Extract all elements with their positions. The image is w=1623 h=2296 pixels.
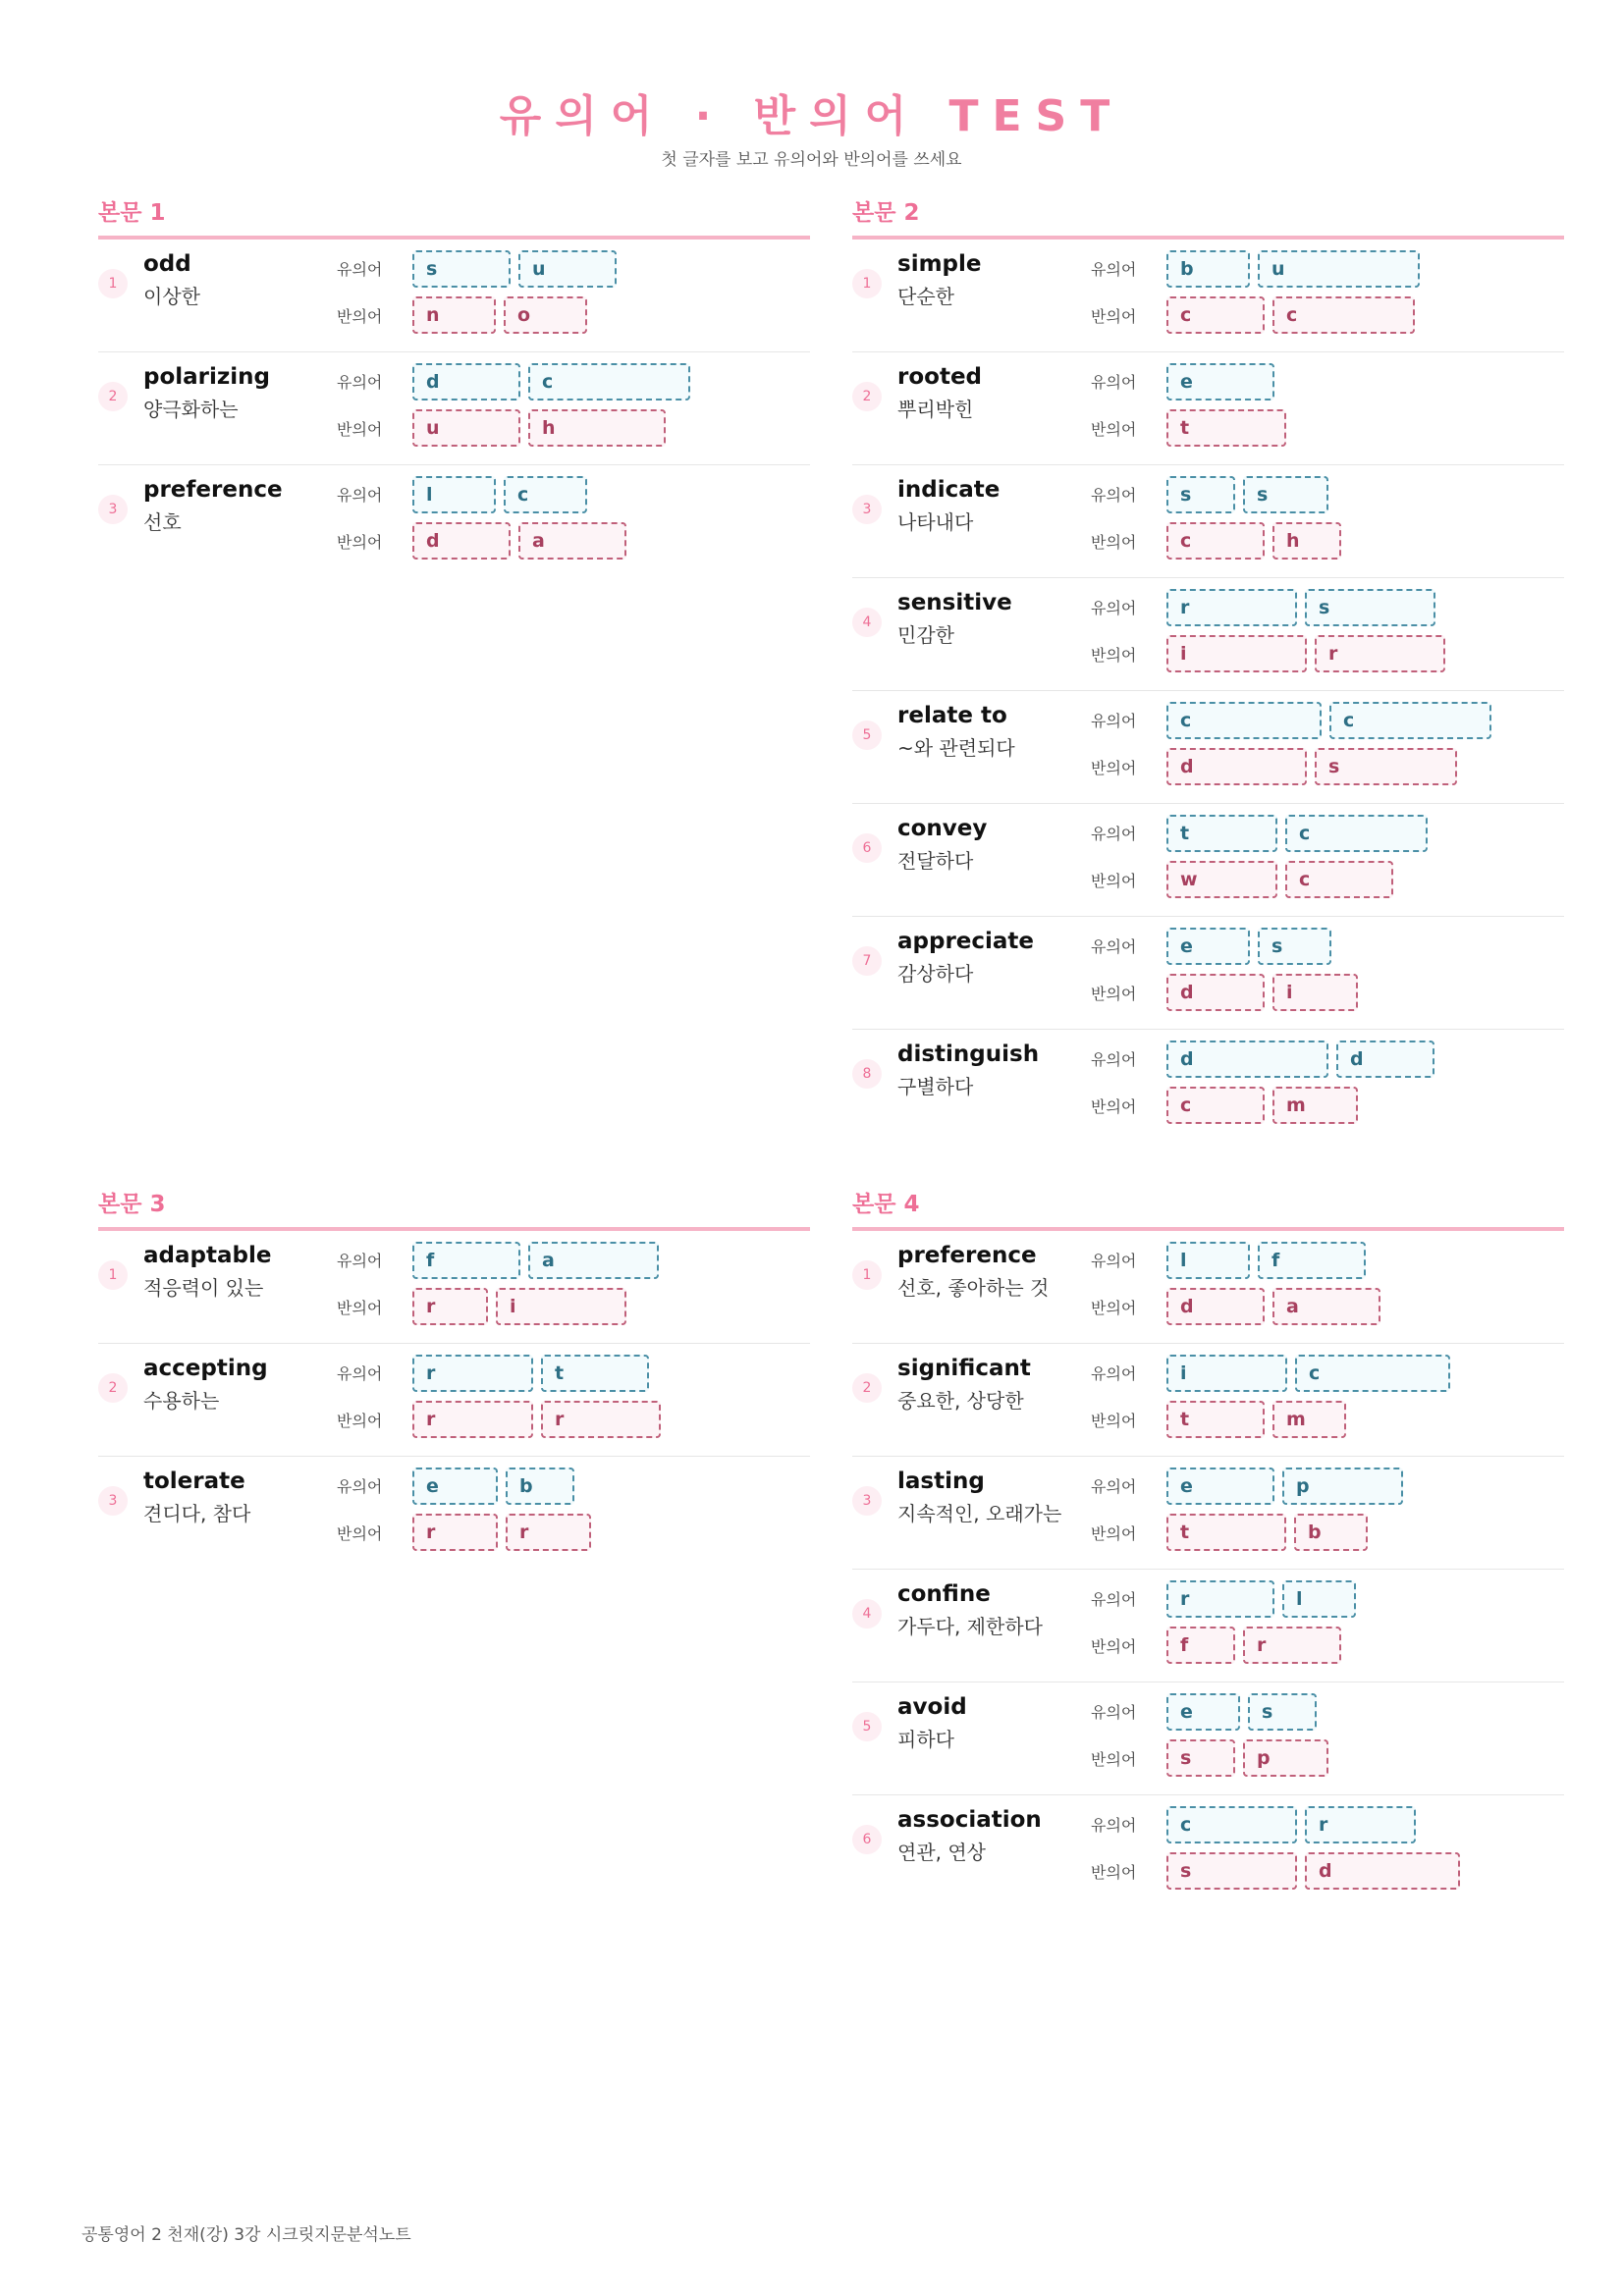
synonym-answer-field[interactable]: c [1166, 702, 1322, 739]
antonym-label: 반의어 [1091, 1524, 1137, 1543]
synonym-answer-field[interactable]: r [1166, 589, 1297, 626]
synonym-answer-field[interactable]: p [1282, 1468, 1403, 1505]
vocab-word: convey [897, 816, 988, 841]
antonym-answer-field[interactable]: h [528, 409, 666, 447]
antonym-answer-field[interactable]: a [518, 522, 626, 560]
vocab-word: rooted [897, 364, 983, 390]
synonym-answer-boxes [1166, 250, 1420, 288]
synonym-answer-boxes [1166, 1041, 1434, 1078]
synonym-answer-field[interactable]: l [412, 476, 496, 513]
vocab-word: confine [897, 1581, 991, 1607]
antonym-answer-field[interactable]: c [1166, 296, 1265, 334]
synonym-answer-field[interactable]: t [541, 1355, 649, 1392]
antonym-answer-boxes [412, 1514, 591, 1551]
antonym-label: 반의어 [1091, 1637, 1137, 1656]
antonym-answer-boxes [1166, 409, 1286, 447]
synonym-answer-boxes [1166, 1355, 1450, 1392]
synonym-answer-field[interactable]: d [412, 363, 520, 400]
antonym-answer-field[interactable]: r [412, 1514, 498, 1551]
antonym-answer-field[interactable]: d [1166, 748, 1307, 785]
vocab-meaning: 적응력이 있는 [143, 1276, 264, 1300]
item-number-badge: 7 [852, 946, 882, 976]
synonym-answer-boxes [1166, 589, 1435, 626]
synonym-answer-field[interactable]: u [1258, 250, 1420, 288]
synonym-answer-field[interactable]: s [1258, 928, 1331, 965]
vocab-meaning: 지속적인, 오래가는 [897, 1502, 1062, 1525]
vocab-row [852, 1457, 1564, 1570]
synonym-answer-field[interactable]: e [412, 1468, 498, 1505]
synonym-answer-field[interactable]: c [1295, 1355, 1450, 1392]
antonym-label: 반의어 [1091, 872, 1137, 890]
vocab-word: indicate [897, 477, 1001, 503]
item-number-badge: 2 [852, 1373, 882, 1403]
vocab-word: tolerate [143, 1468, 245, 1494]
synonym-label: 유의어 [1091, 1703, 1137, 1722]
antonym-answer-field[interactable]: d [1166, 974, 1265, 1011]
antonym-answer-field[interactable]: i [496, 1288, 626, 1325]
item-number-badge: 1 [98, 269, 128, 298]
synonym-answer-field[interactable]: s [412, 250, 511, 288]
antonym-label: 반의어 [337, 533, 383, 552]
item-number-badge: 2 [852, 382, 882, 411]
antonym-answer-field[interactable]: d [1305, 1852, 1460, 1890]
synonym-answer-boxes [412, 250, 617, 288]
antonym-answer-boxes [1166, 1739, 1328, 1777]
section-title: 본문 1 [98, 196, 810, 240]
antonym-answer-field[interactable]: i [1272, 974, 1358, 1011]
antonym-label: 반의어 [1091, 759, 1137, 777]
vocab-meaning: 연관, 연상 [897, 1841, 986, 1864]
vocab-meaning: 구별하다 [897, 1075, 974, 1098]
synonym-answer-field[interactable]: e [1166, 1693, 1240, 1731]
item-number-badge: 1 [852, 269, 882, 298]
synonym-answer-field[interactable]: r [412, 1355, 533, 1392]
vocab-word: appreciate [897, 929, 1035, 954]
antonym-label: 반의어 [1091, 1863, 1137, 1882]
synonym-answer-field[interactable]: u [518, 250, 617, 288]
page-title: 유의어 · 반의어 TEST [499, 91, 1124, 141]
synonym-answer-field[interactable]: a [528, 1242, 659, 1279]
synonym-answer-field[interactable]: e [1166, 363, 1274, 400]
antonym-answer-field[interactable]: s [1166, 1739, 1235, 1777]
item-number-badge: 1 [852, 1260, 882, 1290]
antonym-answer-field[interactable]: r [412, 1401, 533, 1438]
antonym-answer-field[interactable]: c [1166, 1087, 1265, 1124]
antonym-answer-field[interactable]: o [504, 296, 587, 334]
synonym-answer-field[interactable]: f [412, 1242, 520, 1279]
antonym-label: 반의어 [1091, 646, 1137, 665]
item-number-badge: 3 [98, 495, 128, 524]
antonym-answer-field[interactable]: c [1285, 861, 1393, 898]
synonym-answer-field[interactable]: s [1243, 476, 1328, 513]
vocab-word: preference [143, 477, 283, 503]
antonym-label: 반의어 [1091, 533, 1137, 552]
antonym-answer-field[interactable]: d [412, 522, 511, 560]
synonym-answer-boxes [1166, 363, 1274, 400]
vocab-row [852, 1570, 1564, 1682]
antonym-answer-field[interactable]: r [1315, 635, 1445, 672]
synonym-label: 유의어 [337, 373, 383, 392]
synonym-answer-field[interactable]: e [1166, 1468, 1274, 1505]
antonym-answer-field[interactable]: f [1166, 1627, 1235, 1664]
antonym-answer-field[interactable]: m [1272, 1087, 1358, 1124]
synonym-answer-boxes [1166, 1242, 1366, 1279]
antonym-label: 반의어 [1091, 1097, 1137, 1116]
antonym-answer-field[interactable]: p [1243, 1739, 1328, 1777]
vocab-row [852, 352, 1564, 465]
item-number-badge: 2 [98, 1373, 128, 1403]
item-number-badge: 8 [852, 1059, 882, 1089]
synonym-answer-boxes [1166, 1806, 1416, 1843]
synonym-answer-boxes [412, 1355, 649, 1392]
item-number-badge: 4 [852, 1599, 882, 1629]
antonym-answer-field[interactable]: t [1166, 409, 1286, 447]
item-number-badge: 2 [98, 382, 128, 411]
synonym-answer-field[interactable]: d [1336, 1041, 1434, 1078]
antonym-answer-boxes [1166, 1401, 1346, 1438]
antonym-answer-field[interactable]: r [412, 1288, 488, 1325]
vocab-row [98, 352, 810, 465]
antonym-answer-boxes [1166, 1087, 1358, 1124]
vocab-meaning: 수용하는 [143, 1389, 220, 1413]
antonym-answer-boxes [1166, 1514, 1368, 1551]
antonym-label: 반의어 [337, 1524, 383, 1543]
vocab-row [852, 465, 1564, 578]
vocab-meaning: 양극화하는 [143, 398, 239, 421]
vocab-row [852, 1344, 1564, 1457]
synonym-label: 유의어 [1091, 599, 1137, 617]
antonym-answer-field[interactable]: h [1272, 522, 1341, 560]
synonym-label: 유의어 [1091, 486, 1137, 505]
synonym-answer-field[interactable]: c [504, 476, 587, 513]
antonym-answer-boxes [412, 1288, 626, 1325]
synonym-label: 유의어 [337, 486, 383, 505]
vocab-word: polarizing [143, 364, 271, 390]
synonym-answer-field[interactable]: r [1305, 1806, 1416, 1843]
antonym-answer-boxes [1166, 861, 1393, 898]
antonym-answer-field[interactable]: r [541, 1401, 661, 1438]
vocab-row [98, 1231, 810, 1344]
vocab-row [852, 691, 1564, 804]
synonym-answer-boxes [412, 363, 690, 400]
synonym-answer-field[interactable]: d [1166, 1041, 1328, 1078]
section-title: 본문 4 [852, 1188, 1564, 1231]
vocab-meaning: ~와 관련되다 [897, 736, 1015, 760]
page-subtitle: 첫 글자를 보고 유의어와 반의어를 쓰세요 [661, 150, 962, 170]
antonym-answer-boxes [1166, 1288, 1380, 1325]
antonym-answer-field[interactable]: w [1166, 861, 1277, 898]
antonym-answer-field[interactable]: i [1166, 635, 1307, 672]
vocab-meaning: 민감한 [897, 623, 954, 647]
item-number-badge: 5 [852, 1712, 882, 1741]
item-number-badge: 3 [98, 1486, 128, 1516]
antonym-answer-field[interactable]: r [506, 1514, 591, 1551]
synonym-answer-field[interactable]: s [1166, 476, 1235, 513]
antonym-answer-boxes [1166, 1627, 1341, 1664]
antonym-answer-boxes [412, 522, 626, 560]
synonym-answer-field[interactable]: f [1258, 1242, 1366, 1279]
vocab-meaning: 피하다 [897, 1728, 954, 1751]
synonym-label: 유의어 [337, 1477, 383, 1496]
synonym-label: 유의어 [337, 1252, 383, 1270]
vocab-word: significant [897, 1356, 1031, 1381]
section-2 [852, 196, 1564, 1142]
vocab-word: preference [897, 1243, 1037, 1268]
synonym-answer-field[interactable]: c [1329, 702, 1491, 739]
antonym-answer-boxes [1166, 748, 1457, 785]
antonym-answer-boxes [412, 1401, 661, 1438]
vocab-meaning: 단순한 [897, 285, 954, 308]
synonym-answer-field[interactable]: e [1166, 928, 1250, 965]
vocab-word: accepting [143, 1356, 268, 1381]
antonym-answer-field[interactable]: s [1315, 748, 1457, 785]
synonym-answer-boxes [1166, 476, 1328, 513]
synonym-answer-boxes [1166, 928, 1331, 965]
synonym-answer-field[interactable]: i [1166, 1355, 1287, 1392]
synonym-label: 유의어 [1091, 1252, 1137, 1270]
vocab-row [98, 1457, 810, 1569]
antonym-answer-field[interactable]: u [412, 409, 520, 447]
synonym-answer-field[interactable]: s [1248, 1693, 1317, 1731]
antonym-label: 반의어 [337, 420, 383, 439]
synonym-answer-field[interactable]: b [1166, 250, 1250, 288]
antonym-answer-field[interactable]: m [1272, 1401, 1346, 1438]
synonym-answer-field[interactable]: l [1166, 1242, 1250, 1279]
vocab-row [852, 804, 1564, 917]
vocab-meaning: 이상한 [143, 285, 200, 308]
vocab-row [852, 1682, 1564, 1795]
vocab-word: association [897, 1807, 1042, 1833]
synonym-answer-boxes [1166, 1580, 1356, 1618]
antonym-label: 반의어 [1091, 985, 1137, 1003]
vocab-meaning: 뿌리박힌 [897, 398, 974, 421]
vocab-word: sensitive [897, 590, 1012, 615]
item-number-badge: 6 [852, 833, 882, 863]
vocab-meaning: 중요한, 상당한 [897, 1389, 1024, 1413]
antonym-answer-boxes [1166, 1852, 1460, 1890]
section-3 [98, 1188, 810, 1569]
footer-text: 공통영어 2 천재(강) 3강 시크릿지문분석노트 [81, 2225, 411, 2245]
antonym-answer-field[interactable]: t [1166, 1401, 1265, 1438]
synonym-label: 유의어 [1091, 825, 1137, 843]
synonym-label: 유의어 [337, 260, 383, 279]
vocab-word: adaptable [143, 1243, 272, 1268]
item-number-badge: 4 [852, 608, 882, 637]
vocab-word: simple [897, 251, 982, 277]
item-number-badge: 3 [852, 495, 882, 524]
section-4 [852, 1188, 1564, 1907]
antonym-answer-boxes [1166, 296, 1415, 334]
section-1 [98, 196, 810, 577]
antonym-answer-boxes [1166, 522, 1341, 560]
item-number-badge: 6 [852, 1825, 882, 1854]
antonym-answer-field[interactable]: d [1166, 1288, 1265, 1325]
antonym-answer-boxes [1166, 635, 1445, 672]
synonym-answer-field[interactable]: c [1166, 1806, 1297, 1843]
vocab-word: avoid [897, 1694, 967, 1720]
vocab-meaning: 선호 [143, 510, 182, 534]
antonym-label: 반의어 [1091, 1412, 1137, 1430]
vocab-word: odd [143, 251, 191, 277]
vocab-word: relate to [897, 703, 1007, 728]
vocab-row [98, 240, 810, 352]
vocab-meaning: 감상하다 [897, 962, 974, 986]
synonym-answer-field[interactable]: r [1166, 1580, 1274, 1618]
synonym-answer-field[interactable]: b [506, 1468, 574, 1505]
antonym-label: 반의어 [1091, 307, 1137, 326]
antonym-answer-boxes [412, 409, 666, 447]
synonym-label: 유의어 [1091, 1050, 1137, 1069]
synonym-answer-field[interactable]: c [528, 363, 690, 400]
synonym-label: 유의어 [1091, 937, 1137, 956]
vocab-row [852, 1030, 1564, 1142]
synonym-label: 유의어 [1091, 712, 1137, 730]
synonym-answer-field[interactable]: s [1305, 589, 1435, 626]
antonym-label: 반의어 [1091, 1750, 1137, 1769]
antonym-label: 반의어 [1091, 1299, 1137, 1317]
vocab-word: distinguish [897, 1041, 1040, 1067]
vocab-row [852, 1231, 1564, 1344]
antonym-label: 반의어 [1091, 420, 1137, 439]
vocab-row [852, 578, 1564, 691]
synonym-answer-boxes [412, 476, 587, 513]
vocab-row [852, 240, 1564, 352]
synonym-answer-field[interactable]: l [1282, 1580, 1356, 1618]
synonym-answer-boxes [1166, 815, 1428, 852]
antonym-answer-boxes [1166, 974, 1358, 1011]
antonym-label: 반의어 [337, 1412, 383, 1430]
antonym-answer-field[interactable]: t [1166, 1514, 1286, 1551]
antonym-answer-boxes [412, 296, 587, 334]
antonym-answer-field[interactable]: c [1166, 522, 1265, 560]
synonym-answer-boxes [1166, 1693, 1317, 1731]
synonym-answer-field[interactable]: c [1285, 815, 1428, 852]
section-title: 본문 2 [852, 196, 1564, 240]
item-number-badge: 1 [98, 1260, 128, 1290]
antonym-answer-field[interactable]: s [1166, 1852, 1297, 1890]
antonym-answer-field[interactable]: n [412, 296, 496, 334]
item-number-badge: 5 [852, 721, 882, 750]
synonym-label: 유의어 [1091, 1364, 1137, 1383]
synonym-label: 유의어 [1091, 1590, 1137, 1609]
vocab-meaning: 나타내다 [897, 510, 974, 534]
synonym-answer-field[interactable]: t [1166, 815, 1277, 852]
synonym-answer-boxes [412, 1242, 659, 1279]
antonym-answer-field[interactable]: a [1272, 1288, 1380, 1325]
vocab-row [852, 917, 1564, 1030]
synonym-answer-boxes [1166, 702, 1491, 739]
section-title: 본문 3 [98, 1188, 810, 1231]
synonym-label: 유의어 [1091, 260, 1137, 279]
synonym-answer-boxes [1166, 1468, 1403, 1505]
antonym-answer-field[interactable]: c [1272, 296, 1415, 334]
antonym-answer-field[interactable]: b [1294, 1514, 1368, 1551]
synonym-label: 유의어 [1091, 1477, 1137, 1496]
antonym-label: 반의어 [337, 307, 383, 326]
antonym-label: 반의어 [337, 1299, 383, 1317]
vocab-meaning: 선호, 좋아하는 것 [897, 1276, 1050, 1300]
vocab-row [98, 465, 810, 577]
vocab-meaning: 견디다, 참다 [143, 1502, 251, 1525]
vocab-row [98, 1344, 810, 1457]
vocab-meaning: 전달하다 [897, 849, 974, 873]
synonym-label: 유의어 [1091, 373, 1137, 392]
synonym-label: 유의어 [337, 1364, 383, 1383]
synonym-label: 유의어 [1091, 1816, 1137, 1835]
item-number-badge: 3 [852, 1486, 882, 1516]
vocab-row [852, 1795, 1564, 1907]
antonym-answer-field[interactable]: r [1243, 1627, 1341, 1664]
vocab-meaning: 가두다, 제한하다 [897, 1615, 1043, 1638]
synonym-answer-boxes [412, 1468, 574, 1505]
vocab-word: lasting [897, 1468, 985, 1494]
